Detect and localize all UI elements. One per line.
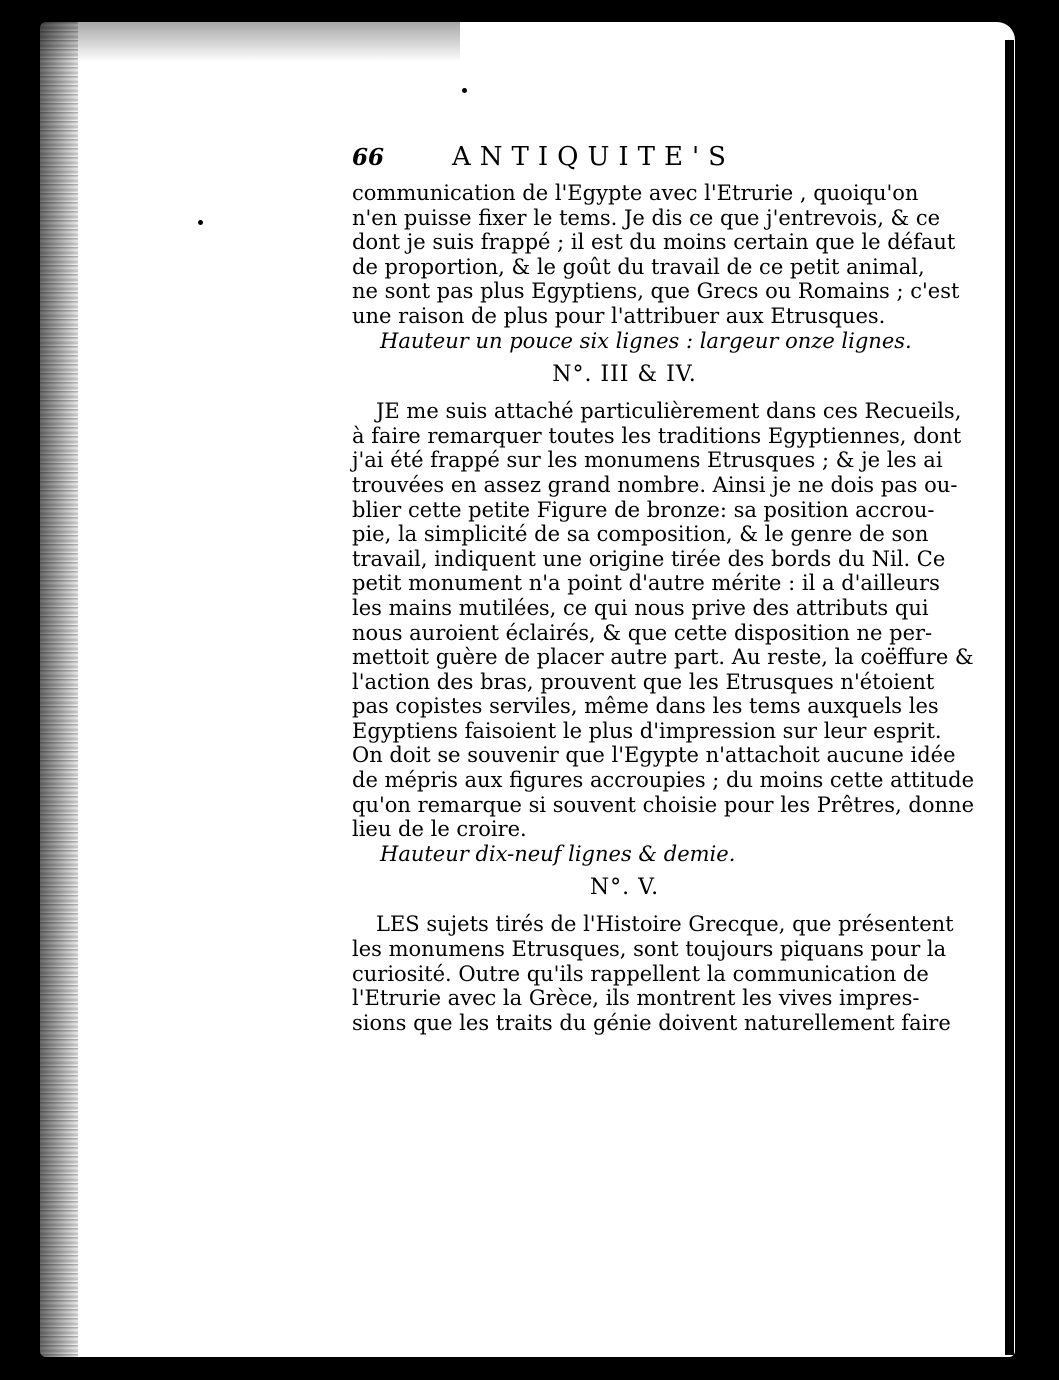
text-line: petit monument n'a point d'autre mérite : il a d'ailleurs [352,571,940,596]
text-line: pie, la simplicité de sa composition, & le genre de son [352,522,929,547]
section-heading: N°. III & IV. [552,362,697,388]
text-line: curiosité. Outre qu'ils rappellent la communication de [352,961,929,986]
text-line: de proportion, & le goût du travail de ce petit animal, [352,254,925,279]
text-line: sions que les traits du génie doivent naturellement faire [352,1010,951,1035]
text-line: les mains mutilées, ce qui nous prive des attributs qui [352,595,929,620]
section-heading: N°. V. [589,875,660,901]
text-line: travail, indiquent une origine tirée des bords du Nil. Ce [352,546,946,571]
text-line: l'Etrurie avec la Grèce, ils montrent les vives impres- [352,986,920,1011]
intro-paragraph [352,181,960,329]
text-line: les monumens Etrusques, sont toujours piquans pour la [352,937,947,962]
text-line: l'action des bras, prouvent que les Etrusques n'étoient [352,669,935,694]
text-line: blier cette petite Figure de bronze: sa position accrou- [352,497,935,522]
text-line: On doit se souvenir que l'Egypte n'attachoit aucune idée [352,743,956,768]
text-line: j'ai été frappé sur les monumens Etrusques ; & je les ai [352,448,943,473]
running-header [352,142,897,181]
text-line: dont je suis frappé ; il est du moins certain que le défaut [352,230,956,255]
text-line: à faire remarquer toutes les traditions Egyptiennes, dont [352,423,962,448]
running-title: ANTIQUITE'S [452,142,735,172]
text-line: ne sont pas plus Egyptiens, que Grecs ou Romains ; c'est [352,279,960,304]
text-line: communication de l'Egypte avec l'Etrurie , quoiqu'on [352,181,919,205]
text-line: LES sujets tirés de l'Histoire Grecque, que présentent [376,912,954,937]
text-line: n'en puisse fixer le tems. Je dis ce que j'entrevois, & ce [352,205,941,230]
text-line: de mépris aux figures accroupies ; du moins cette attitude [352,768,975,793]
margin-mark-left [198,220,203,225]
section-paragraph [352,399,975,842]
page-number: 66 [352,144,385,171]
left-edge-shadow [40,22,78,1357]
text-line: trouvées en assez grand nombre. Ainsi je ne dois pas ou- [352,472,958,497]
measurement-note: Hauteur un pouce six lignes : largeur onze lignes. [380,328,912,353]
text-line: pas copistes serviles, même dans les tems auxquels les [352,694,939,719]
section-paragraph [352,912,954,1035]
text-line: une raison de plus pour l'attribuer aux Etrusques. [352,303,886,328]
text-line: qu'on remarque si souvent choisie pour les Prêtres, donne [352,792,974,817]
top-edge-shadow [40,22,460,62]
measurement-note: Hauteur dix-neuf lignes & demie. [380,841,736,866]
margin-mark-top [462,88,467,93]
right-page-edge [1005,40,1014,1355]
text-line: JE me suis attaché particulièrement dans ces Recueils, [376,399,962,424]
text-line: Egyptiens faisoient le plus d'impression sur leur esprit. [352,718,942,743]
text-line: lieu de le croire. [352,817,527,842]
text-line: mettoit guère de placer autre part. Au reste, la coëffure & [352,645,974,670]
text-line: nous auroient éclairés, & que cette disposition ne per- [352,620,933,645]
text-block [352,142,975,1035]
